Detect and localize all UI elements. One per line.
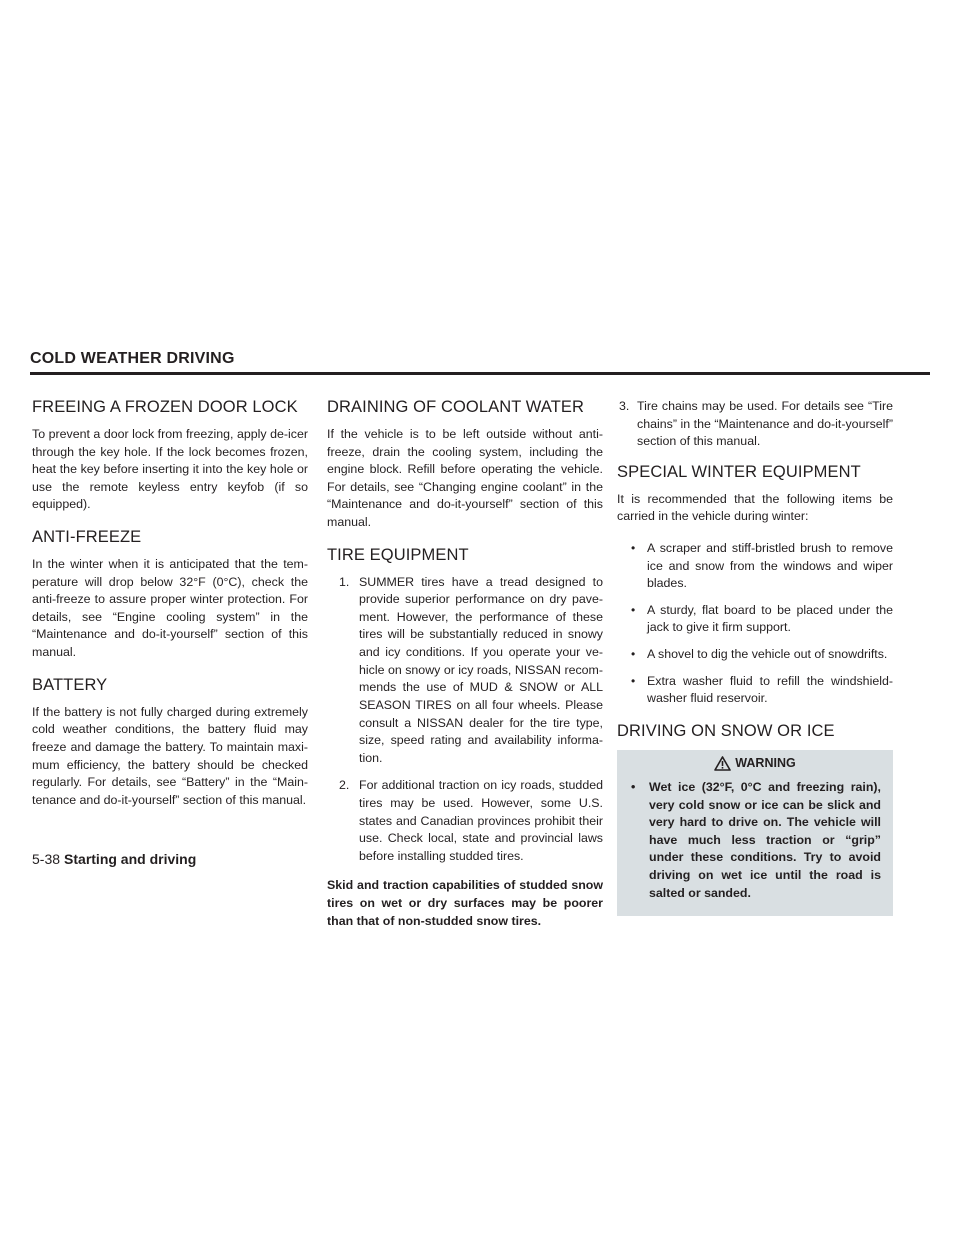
list-item-text: A sturdy, flat board to be placed under the jack to give it firm support. [647,602,893,635]
list-item [617,540,893,593]
warning-label: WARNING [735,756,796,771]
list-item [617,673,893,708]
list-item [327,777,603,865]
page-footer [32,851,196,867]
section-divider [30,372,930,375]
list-item-text: Tire chains may be used. For details see “Tire chains” in the “Maintenance and do-it-yourself” section of this manual. [637,399,893,449]
warning-box [617,750,893,916]
warning-triangle-icon [714,756,731,771]
list-item-text: Extra washer fluid to refill the windshield-washer fluid reservoir. [647,673,893,706]
section-title: COLD WEATHER DRIVING [30,350,235,367]
bullet-icon: • [631,673,636,688]
bullet-icon: • [631,541,636,556]
list-item-text: For additional traction on icy roads, studded tires may be used. However, some U.S. states and Canadian provinces prohibit their use. Check local, state and provincial laws before installing studded tires. [359,778,603,863]
list-number: 2. [339,778,350,793]
paragraph-special-winter-intro: It is recommended that the following items be carried in the vehicle during winter: [617,491,893,524]
bullet-icon: • [631,779,636,794]
list-number: 1. [339,574,350,589]
list-number: 3. [619,399,630,413]
heading-draining-coolant: DRAINING OF COOLANT WATER [327,398,585,416]
heading-special-winter-equipment: SPECIAL WINTER EQUIPMENT [617,462,861,481]
chapter-title: Starting and driving [64,851,197,867]
heading-tire-equipment: TIRE EQUIPMENT [327,545,469,564]
heading-driving-snow-ice: DRIVING ON SNOW OR ICE [617,721,835,740]
bullet-icon: • [631,647,636,662]
list-item [327,574,603,768]
warning-item [629,779,881,902]
tire-equipment-list-continued [617,398,893,451]
page-number: 5-38 [32,851,61,867]
winter-equipment-list [617,540,893,708]
list-item-text: A shovel to dig the vehicle out of snowdrifts. [647,647,888,662]
paragraph-anti-freeze: In the winter when it is anticipated that the tem-perature will drop below 32°F (0°C), check the anti-freeze to assure proper winter protection. For details, see “Engine cooling system” in the “Maintenance and do-it-yourself” section of this manual. [32,557,308,660]
list-item-text: SUMMER tires have a tread designed to provide superior performance on dry pave-ment. However, the performance of these tires will be substantially reduced in snowy and icy conditions. If you operate your ve-hicle on snowy or icy roads, NISSAN recom-mends the use of MUD & SNOW or ALL SEASON TIRES on all four wheels. Please consult a NISSAN dealer for the tire type, size, speed rating and availability informa-tion. [359,574,603,765]
warning-header [629,756,881,771]
list-item [617,646,893,664]
column-2 [327,398,603,944]
column-1 [32,398,308,823]
studded-tire-note: Skid and traction capabilities of studded snow tires on wet or dry surfaces may be poorer than that of non-studded snow tires. [327,878,603,928]
heading-anti-freeze: ANTI-FREEZE [32,528,142,547]
paragraph-freeing-door-lock: To prevent a door lock from freezing, apply de-icer through the key hole. If the lock becomes frozen, heat the key before inserting it into the key hole or use the remote keyless entry keyfob (if so equipped). [32,427,308,512]
warning-text: Wet ice (32°F, 0°C and freezing rain), very cold snow or ice can be slick and very hard to drive on. The vehicle will have much less traction or “grip” under these conditions. Try to avoid driving on wet ice until the road is salted or sanded. [649,779,881,900]
paragraph-battery: If the battery is not fully charged during extremely cold weather conditions, the battery fluid may freeze and damage the battery. To maintain maxi-mum efficiency, the battery should be checked regularly. For details, see “Battery” in the “Main-tenance and do-it-yourself” section of this manual. [32,704,308,807]
heading-battery: BATTERY [32,675,108,694]
column-3 [617,398,893,916]
heading-freeing-door-lock: FREEING A FROZEN DOOR LOCK [32,398,298,416]
bullet-icon: • [631,602,636,617]
list-item [617,602,893,637]
tire-equipment-list [327,574,603,866]
list-item-text: A scraper and stiff-bristled brush to remove ice and snow from the windows and wiper blades. [647,541,893,591]
list-item [617,398,893,451]
paragraph-draining-coolant: If the vehicle is to be left outside without anti-freeze, drain the cooling system, including the engine block. Refill before operating the vehicle. For details, see “Changing engine coolant” in the “Maintenance and do-it-yourself” section of this manual. [327,427,603,530]
